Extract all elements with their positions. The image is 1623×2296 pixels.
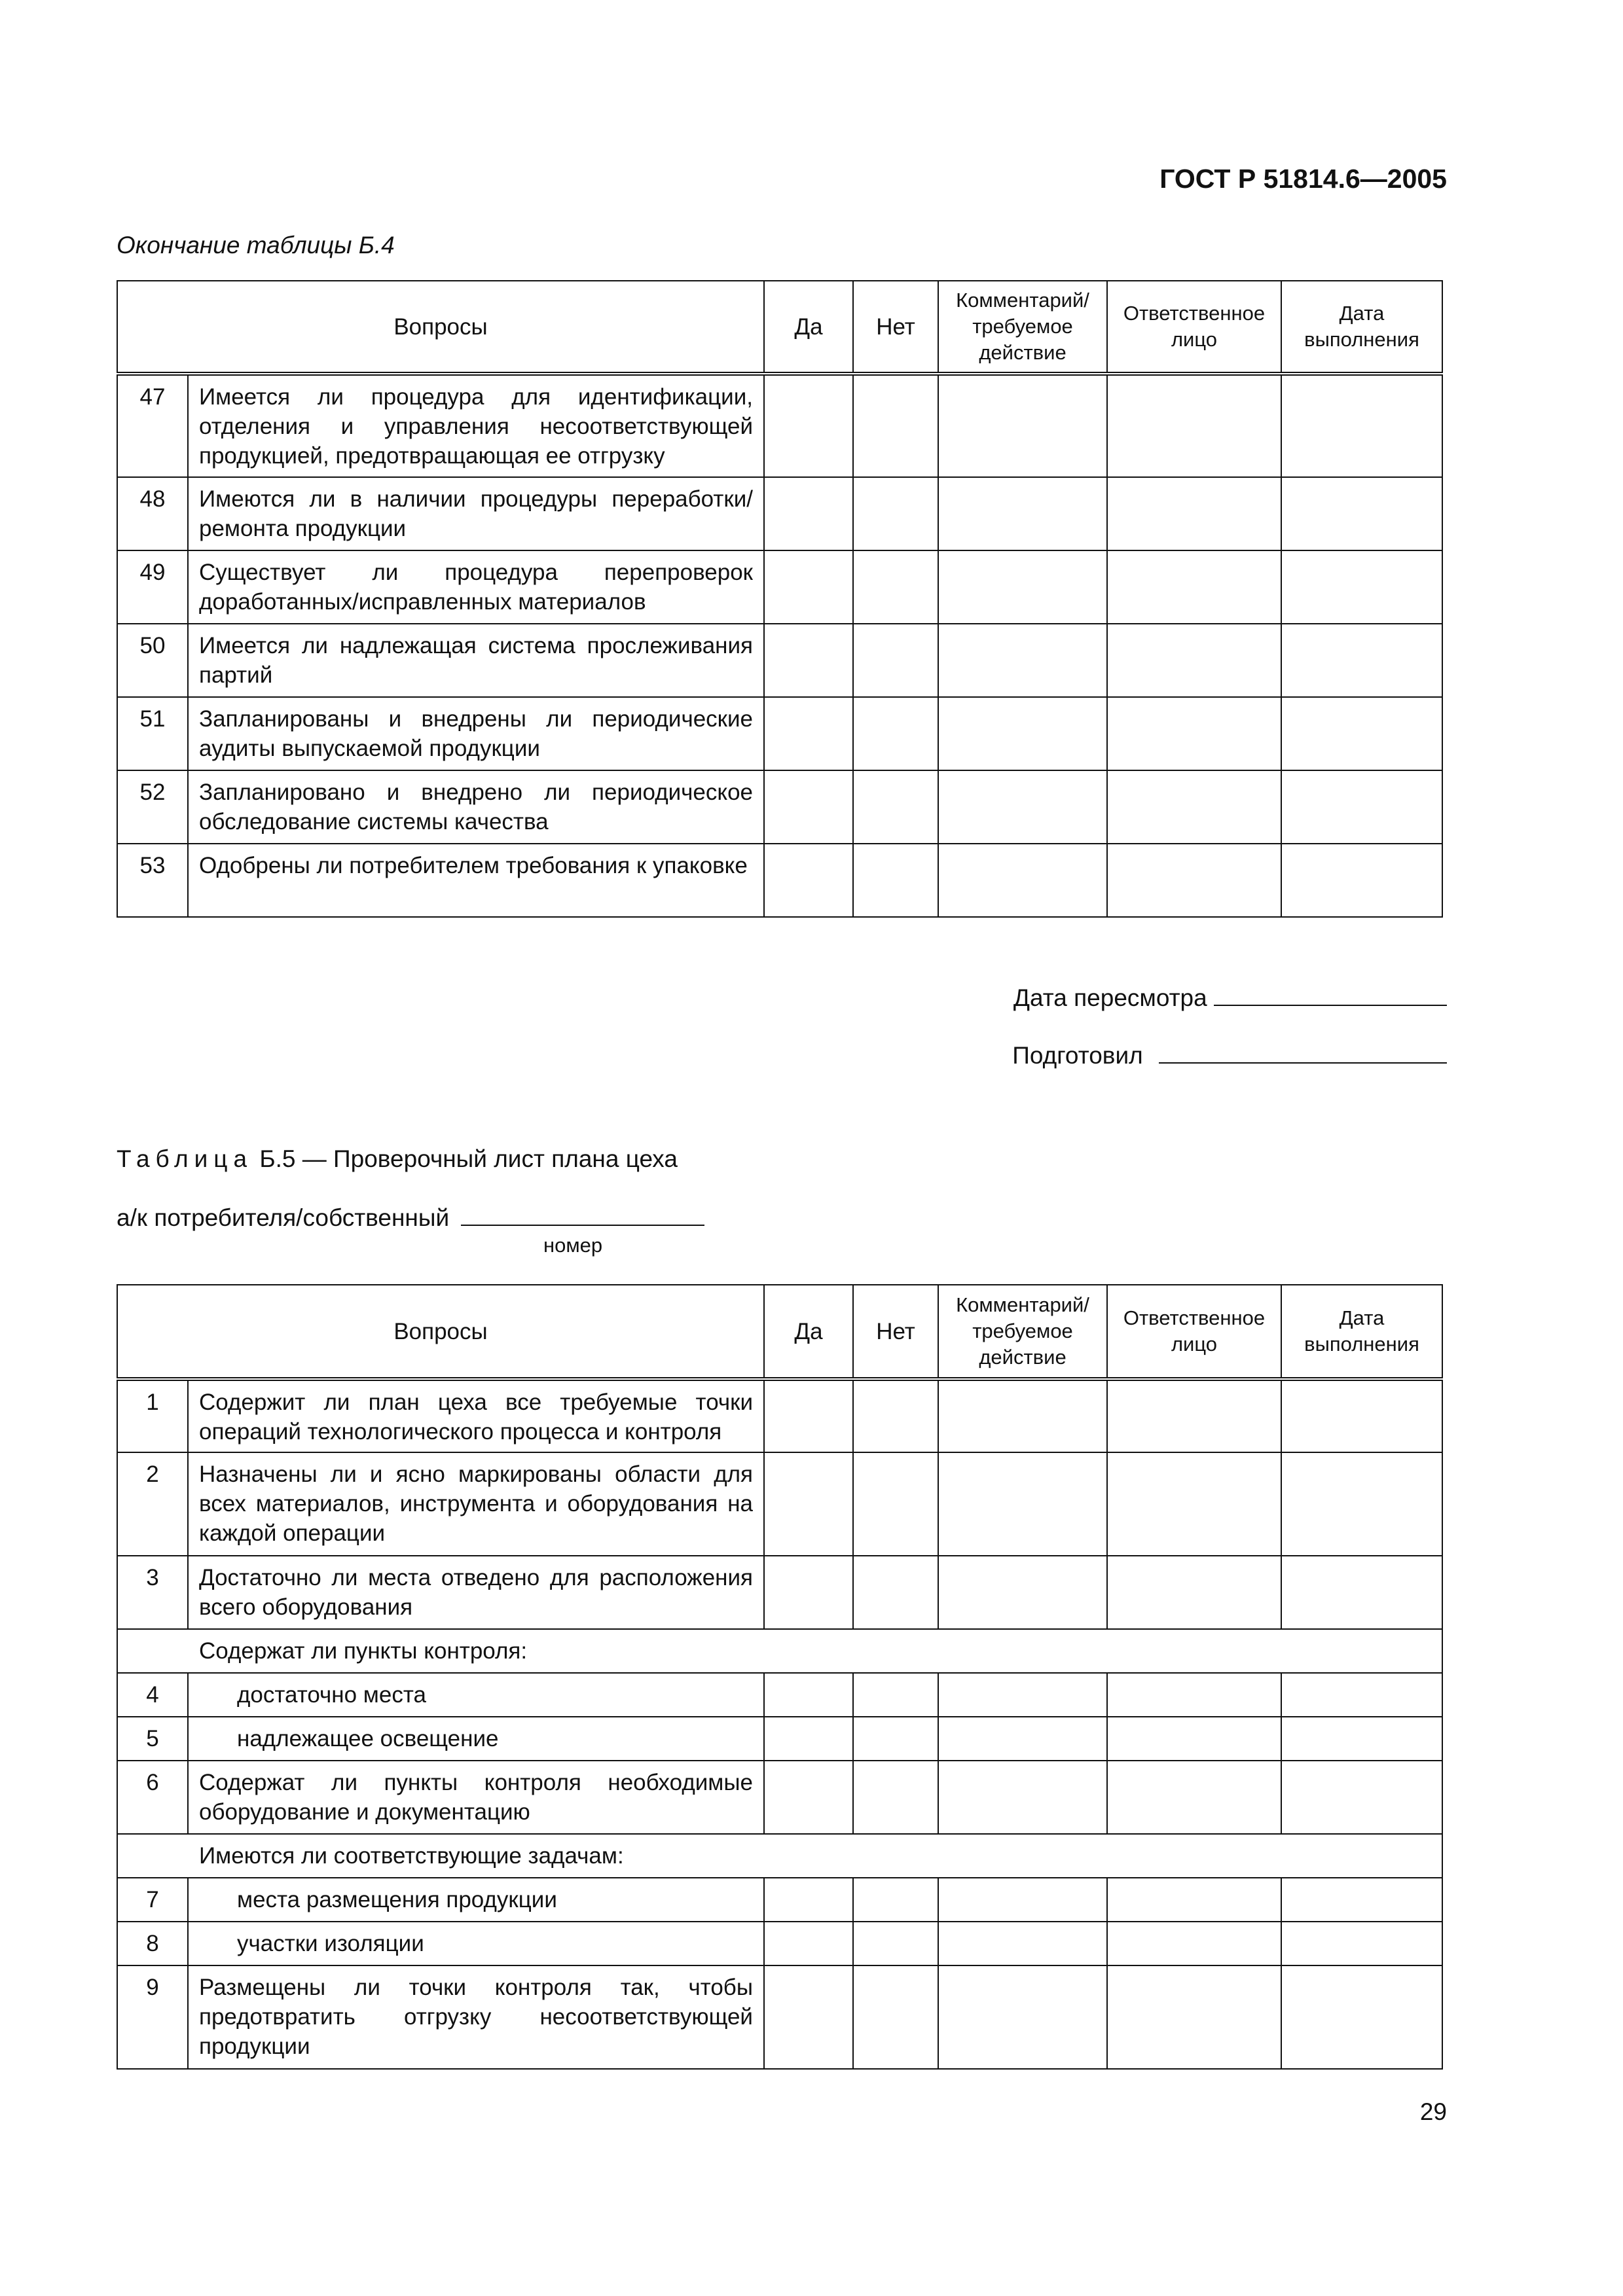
cell-comment[interactable] xyxy=(938,1922,1107,1965)
row-question: Имеется ли надлежащая система прослеживания партий xyxy=(188,624,764,697)
table-row xyxy=(117,1878,1442,1922)
cell-comment[interactable] xyxy=(938,1761,1107,1834)
row-question: Запланированы и внедрены ли периодические аудиты выпускаемой продукции xyxy=(188,697,764,770)
cell-responsible[interactable] xyxy=(1107,550,1281,624)
row-question: Имеются ли в наличии процедуры переработки/ремонта продукции xyxy=(188,477,764,550)
prepared-by-line xyxy=(995,1042,1447,1069)
cell-no[interactable] xyxy=(853,1556,938,1629)
cell-no[interactable] xyxy=(853,624,938,697)
row-number: 8 xyxy=(117,1922,188,1965)
cell-no[interactable] xyxy=(853,374,938,477)
cell-no[interactable] xyxy=(853,550,938,624)
cell-comment[interactable] xyxy=(938,1673,1107,1717)
row-question: участки изоляции xyxy=(188,1922,764,1965)
table-row xyxy=(117,1556,1442,1629)
col-date xyxy=(1281,281,1442,374)
prepared-by-field[interactable] xyxy=(1159,1043,1447,1064)
col-comment xyxy=(938,1285,1107,1379)
table-row xyxy=(117,1761,1442,1834)
cell-date[interactable] xyxy=(1281,374,1442,477)
cell-responsible[interactable] xyxy=(1107,1965,1281,2069)
cell-responsible[interactable] xyxy=(1107,770,1281,844)
cell-date[interactable] xyxy=(1281,770,1442,844)
cell-comment[interactable] xyxy=(938,374,1107,477)
cell-comment[interactable] xyxy=(938,624,1107,697)
cell-no[interactable] xyxy=(853,477,938,550)
table-row xyxy=(117,1452,1442,1556)
cell-yes[interactable] xyxy=(764,1922,853,1965)
row-number: 5 xyxy=(117,1717,188,1761)
cell-responsible[interactable] xyxy=(1107,844,1281,917)
row-number: 1 xyxy=(117,1379,188,1452)
owner-label: а/к потребителя/собственный xyxy=(117,1204,450,1231)
col-comment-line1: Комментарий/ xyxy=(956,289,1089,312)
cell-no[interactable] xyxy=(853,1379,938,1452)
row-number: 2 xyxy=(117,1452,188,1556)
cell-yes[interactable] xyxy=(764,844,853,917)
cell-responsible[interactable] xyxy=(1107,624,1281,697)
cell-comment[interactable] xyxy=(938,1878,1107,1922)
table-row xyxy=(117,477,1442,550)
col-comment xyxy=(938,281,1107,374)
cell-responsible[interactable] xyxy=(1107,1717,1281,1761)
row-number: 50 xyxy=(117,624,188,697)
cell-no[interactable] xyxy=(853,770,938,844)
row-question: Размещены ли точки контроля так, чтобы предотвратить отгрузку несоответствующей продукции xyxy=(188,1965,764,2069)
col-responsible-line2: лицо xyxy=(1171,328,1218,351)
cell-responsible[interactable] xyxy=(1107,374,1281,477)
cell-responsible[interactable] xyxy=(1107,697,1281,770)
cell-date[interactable] xyxy=(1281,844,1442,917)
row-number: 6 xyxy=(117,1761,188,1834)
cell-yes[interactable] xyxy=(764,1452,853,1556)
col-questions: Вопросы xyxy=(117,1285,764,1379)
cell-comment[interactable] xyxy=(938,1717,1107,1761)
cell-yes[interactable] xyxy=(764,1965,853,2069)
row-question: Содержит ли план цеха все требуемые точки операций технологического процесса и контроля xyxy=(188,1379,764,1452)
row-question: надлежащее освещение xyxy=(188,1717,764,1761)
col-no: Нет xyxy=(853,1285,938,1379)
group-heading: Содержат ли пункты контроля: xyxy=(117,1629,1442,1673)
col-comment-line3: действие xyxy=(979,1346,1067,1369)
row-question: Содержат ли пункты контроля необходимые оборудование и документацию xyxy=(188,1761,764,1834)
col-yes: Да xyxy=(764,1285,853,1379)
row-number: 3 xyxy=(117,1556,188,1629)
standard-designation: ГОСТ Р 51814.6—2005 xyxy=(1159,164,1447,194)
cell-responsible[interactable] xyxy=(1107,1556,1281,1629)
row-number: 49 xyxy=(117,550,188,624)
cell-responsible[interactable] xyxy=(1107,1922,1281,1965)
col-responsible xyxy=(1107,281,1281,374)
col-comment-line1: Комментарий/ xyxy=(956,1293,1089,1316)
table-row xyxy=(117,697,1442,770)
col-comment-line3: действие xyxy=(979,341,1067,364)
row-question: Одобрены ли потребителем требования к упаковке xyxy=(188,844,764,917)
row-number: 48 xyxy=(117,477,188,550)
cell-yes[interactable] xyxy=(764,477,853,550)
table-b4-header xyxy=(117,281,1442,374)
table-row xyxy=(117,374,1442,477)
cell-yes[interactable] xyxy=(764,374,853,477)
cell-responsible[interactable] xyxy=(1107,477,1281,550)
col-comment-line2: требуемое xyxy=(972,1319,1073,1342)
cell-no[interactable] xyxy=(853,1673,938,1717)
col-date-line1: Дата xyxy=(1339,302,1385,325)
cell-comment[interactable] xyxy=(938,1556,1107,1629)
row-question: Запланировано и внедрено ли периодическое обследование системы качества xyxy=(188,770,764,844)
cell-date[interactable] xyxy=(1281,1673,1442,1717)
cell-comment[interactable] xyxy=(938,550,1107,624)
cell-comment[interactable] xyxy=(938,770,1107,844)
table-label: Таблица xyxy=(117,1145,253,1172)
col-no: Нет xyxy=(853,281,938,374)
col-comment-line2: требуемое xyxy=(972,315,1073,338)
prepared-by-label: Подготовил xyxy=(1012,1042,1143,1069)
review-date-label: Дата пересмотра xyxy=(1013,984,1207,1011)
cell-date[interactable] xyxy=(1281,477,1442,550)
table-b5 xyxy=(117,1284,1443,2070)
table-b4 xyxy=(117,280,1443,918)
cell-comment[interactable] xyxy=(938,1452,1107,1556)
col-responsible-line1: Ответственное xyxy=(1123,302,1266,325)
cell-yes[interactable] xyxy=(764,1556,853,1629)
table-row xyxy=(117,1965,1442,2069)
cell-date[interactable] xyxy=(1281,1717,1442,1761)
col-responsible xyxy=(1107,1285,1281,1379)
cell-date[interactable] xyxy=(1281,1556,1442,1629)
cell-responsible[interactable] xyxy=(1107,1379,1281,1452)
cell-date[interactable] xyxy=(1281,1922,1442,1965)
cell-date[interactable] xyxy=(1281,1761,1442,1834)
group-row xyxy=(117,1629,1442,1673)
cell-yes[interactable] xyxy=(764,1717,853,1761)
row-question: достаточно места xyxy=(188,1673,764,1717)
cell-yes[interactable] xyxy=(764,697,853,770)
cell-date[interactable] xyxy=(1281,1878,1442,1922)
col-responsible-line1: Ответственное xyxy=(1123,1306,1266,1329)
cell-no[interactable] xyxy=(853,1922,938,1965)
cell-yes[interactable] xyxy=(764,1673,853,1717)
cell-date[interactable] xyxy=(1281,1452,1442,1556)
page-number: 29 xyxy=(1419,2098,1447,2125)
col-date xyxy=(1281,1285,1442,1379)
cell-yes[interactable] xyxy=(764,1761,853,1834)
cell-date[interactable] xyxy=(1281,624,1442,697)
col-date-line1: Дата xyxy=(1339,1306,1385,1329)
table-row xyxy=(117,1922,1442,1965)
cell-no[interactable] xyxy=(853,1452,938,1556)
cell-comment[interactable] xyxy=(938,844,1107,917)
cell-no[interactable] xyxy=(853,1717,938,1761)
col-date-line2: выполнения xyxy=(1304,1333,1419,1355)
row-number: 51 xyxy=(117,697,188,770)
row-number: 47 xyxy=(117,374,188,477)
row-question: Имеется ли процедура для идентификации, отделения и управления несоответствующей продукцией, предотвращающая ее отгрузку xyxy=(188,374,764,477)
cell-comment[interactable] xyxy=(938,697,1107,770)
table-row xyxy=(117,1379,1442,1452)
row-number: 53 xyxy=(117,844,188,917)
cell-no[interactable] xyxy=(853,1878,938,1922)
owner-number-field[interactable] xyxy=(461,1205,704,1226)
review-date-line xyxy=(995,984,1447,1012)
table-row xyxy=(117,550,1442,624)
row-number: 7 xyxy=(117,1878,188,1922)
cell-no[interactable] xyxy=(853,1965,938,2069)
cell-no[interactable] xyxy=(853,1761,938,1834)
table-b5-title xyxy=(117,1145,678,1173)
row-number: 52 xyxy=(117,770,188,844)
cell-date[interactable] xyxy=(1281,1965,1442,2069)
row-question: Существует ли процедура перепроверок доработанных/исправленных материалов xyxy=(188,550,764,624)
cell-date[interactable] xyxy=(1281,1379,1442,1452)
cell-no[interactable] xyxy=(853,844,938,917)
cell-yes[interactable] xyxy=(764,550,853,624)
cell-no[interactable] xyxy=(853,697,938,770)
cell-yes[interactable] xyxy=(764,1878,853,1922)
review-date-field[interactable] xyxy=(1214,985,1447,1006)
cell-responsible[interactable] xyxy=(1107,1452,1281,1556)
table-row xyxy=(117,1717,1442,1761)
group-row xyxy=(117,1834,1442,1878)
row-question: Достаточно ли места отведено для расположения всего оборудования xyxy=(188,1556,764,1629)
cell-responsible[interactable] xyxy=(1107,1878,1281,1922)
col-questions: Вопросы xyxy=(117,281,764,374)
cell-comment[interactable] xyxy=(938,1965,1107,2069)
row-question: Назначены ли и ясно маркированы области для всех материалов, инструмента и оборудования на каждой операции xyxy=(188,1452,764,1556)
cell-date[interactable] xyxy=(1281,550,1442,624)
table-b4-caption: Окончание таблицы Б.4 xyxy=(117,232,395,259)
cell-yes[interactable] xyxy=(764,1379,853,1452)
cell-yes[interactable] xyxy=(764,770,853,844)
group-heading: Имеются ли соответствующие задачам: xyxy=(117,1834,1442,1878)
table-b5-header xyxy=(117,1285,1442,1379)
col-yes: Да xyxy=(764,281,853,374)
cell-comment[interactable] xyxy=(938,477,1107,550)
row-number: 4 xyxy=(117,1673,188,1717)
cell-responsible[interactable] xyxy=(1107,1761,1281,1834)
cell-date[interactable] xyxy=(1281,697,1442,770)
owner-line xyxy=(117,1204,704,1232)
table-row xyxy=(117,1673,1442,1717)
cell-yes[interactable] xyxy=(764,624,853,697)
row-number: 9 xyxy=(117,1965,188,2069)
table-row xyxy=(117,770,1442,844)
col-date-line2: выполнения xyxy=(1304,328,1419,351)
table-row xyxy=(117,624,1442,697)
owner-sub-label: номер xyxy=(543,1234,603,1257)
row-question: места размещения продукции xyxy=(188,1878,764,1922)
table-row xyxy=(117,844,1442,917)
cell-comment[interactable] xyxy=(938,1379,1107,1452)
cell-responsible[interactable] xyxy=(1107,1673,1281,1717)
table-b5-title-text: Б.5 — Проверочный лист плана цеха xyxy=(259,1145,678,1172)
col-responsible-line2: лицо xyxy=(1171,1333,1218,1355)
